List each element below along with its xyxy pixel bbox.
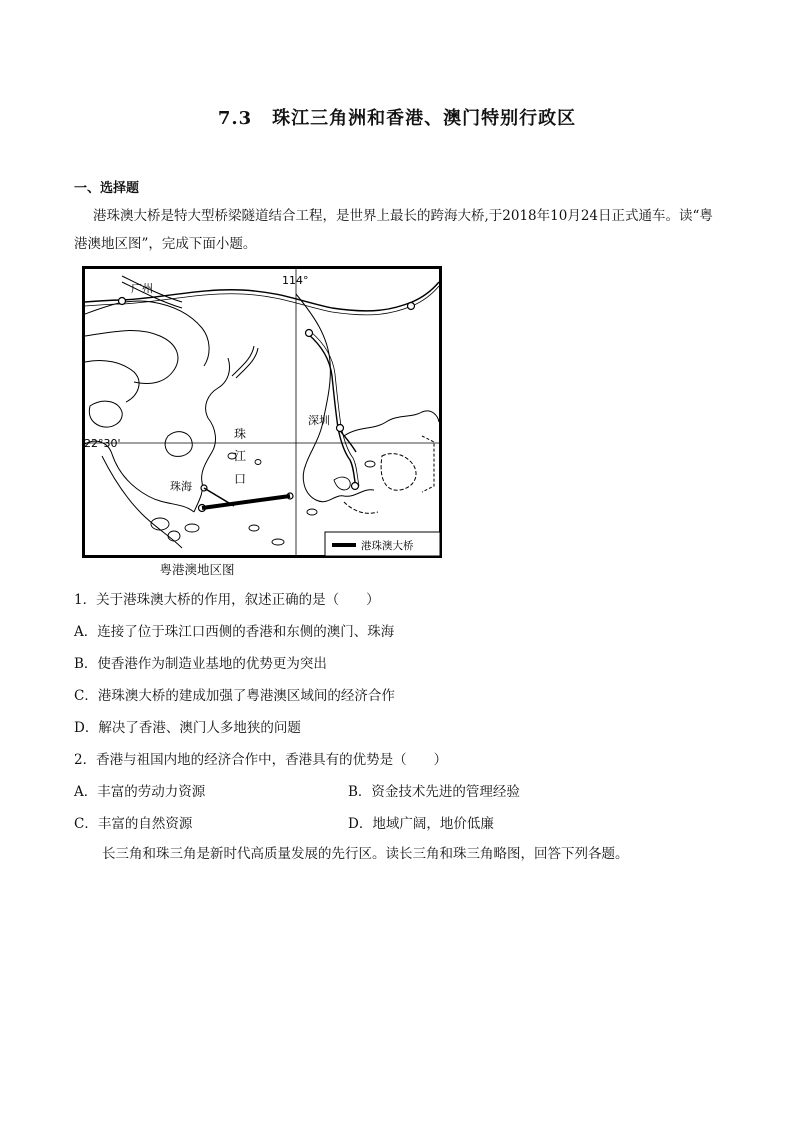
estuary-label-2: 江 (234, 449, 247, 463)
question-2-option-d[interactable]: D．地域广阔，地价低廉 (348, 816, 494, 832)
question-2-option-b[interactable]: B．资金技术先进的管理经验 (348, 784, 520, 800)
closing-paragraph: 长三角和珠三角是新时代高质量发展的先行区。读长三角和珠三角略图，回答下列各题。 (102, 846, 629, 862)
north-station (306, 330, 313, 337)
question-1-option-b[interactable]: B．使香港作为制造业基地的优势更为突出 (74, 656, 327, 672)
question-1-option-c[interactable]: C．港珠澳大桥的建成加强了粤港澳区域间的经济合作 (74, 688, 395, 704)
latitude-label: 22°30' (84, 437, 121, 450)
section-heading: 一、选择题 (74, 181, 140, 196)
map-frame (84, 268, 441, 557)
page-title (0, 104, 794, 130)
intro-paragraph: 港珠澳大桥是特大型桥梁隧道结合工程，是世界上最长的跨海大桥,于2018年10月24日正式通车。读“粤港澳地区图”，完成下面小题。 (74, 208, 713, 252)
estuary-label-1: 珠 (234, 427, 247, 441)
question-1-option-a[interactable]: A．连接了位于珠江口西侧的香港和东侧的澳门、珠海 (74, 624, 395, 640)
lesson-number: 7.3 (217, 108, 253, 129)
question-2-stem: 2．香港与祖国内地的经济合作中，香港具有的优势是（ ） (74, 752, 448, 768)
hongkong-station (352, 483, 359, 490)
longitude-label: 114° (282, 274, 309, 287)
map-caption: 粤港澳地区图 (159, 562, 235, 577)
question-2-option-a[interactable]: A．丰富的劳动力资源 (74, 784, 206, 800)
question-1-option-d[interactable]: D．解决了香港、澳门人多地狭的问题 (74, 720, 301, 736)
estuary-label-3: 口 (234, 472, 247, 486)
map-figure (82, 266, 442, 558)
guangzhou-station (119, 298, 126, 305)
legend-label: 港珠澳大桥 (361, 540, 414, 552)
lesson-title: 珠江三角洲和香港、澳门特别行政区 (272, 108, 577, 129)
guangzhou-label: 广州 (131, 282, 153, 295)
question-1-stem: 1．关于港珠澳大桥的作用，叙述正确的是（ ） (74, 592, 380, 608)
east-station (408, 303, 415, 310)
shenzhen-label: 深圳 (308, 414, 330, 427)
shenzhen-station (337, 425, 344, 432)
question-2-option-c[interactable]: C．丰富的自然资源 (74, 816, 193, 832)
map-svg (82, 266, 442, 558)
zhuhai-label: 珠海 (170, 480, 192, 493)
